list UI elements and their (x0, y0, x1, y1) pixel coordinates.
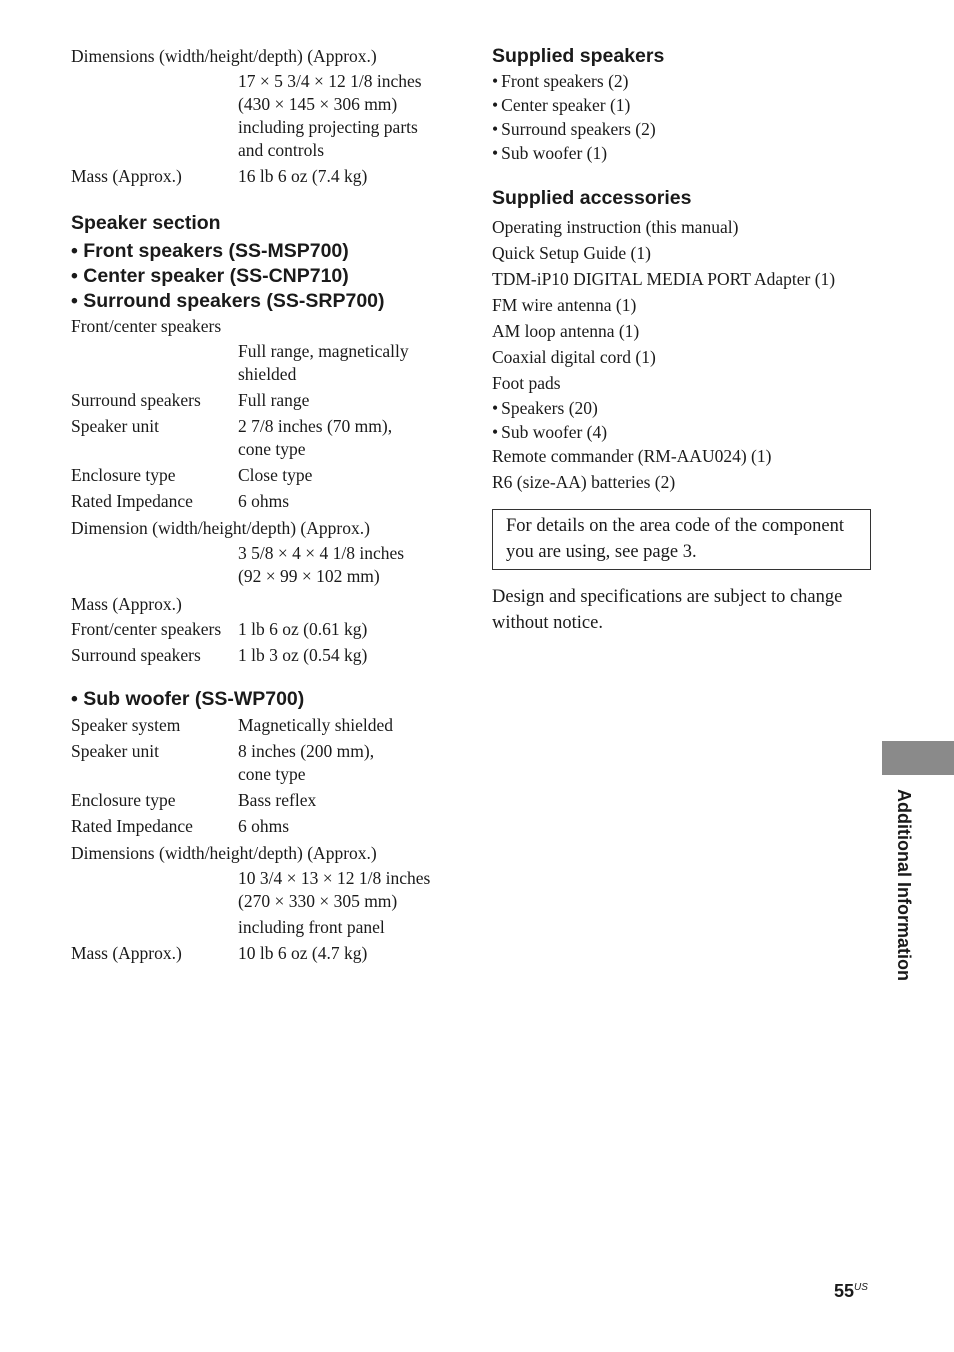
mass-fc-value: 1 lb 6 oz (0.61 kg) (238, 619, 368, 639)
mass-surround-label: Surround speakers (71, 645, 201, 665)
sub-dims-line: 10 3/4 × 13 × 12 1/8 inches (238, 868, 431, 888)
sub-dims-line: (270 × 330 × 305 mm) (238, 891, 398, 911)
speaker-unit-label: Speaker unit (71, 416, 159, 436)
mass-row (71, 165, 471, 188)
sub-system-label: Speaker system (71, 715, 181, 735)
page-number-value: 55 (834, 1281, 855, 1301)
surround-row (71, 389, 471, 412)
mass-value: 16 lb 6 oz (7.4 kg) (238, 166, 368, 186)
sub-mass-label: Mass (Approx.) (71, 943, 182, 963)
sub-mass-value: 10 lb 6 oz (4.7 kg) (238, 943, 368, 963)
sub-enclosure-value: Bass reflex (238, 790, 317, 810)
accessories-list (492, 216, 872, 494)
dimensions-line: including projecting parts (238, 117, 418, 137)
speaker-unit-line: 2 7/8 inches (70 mm), (238, 416, 393, 436)
left-column (71, 44, 471, 968)
supplied-speakers-title: Supplied speakers (492, 45, 665, 67)
dimensions-line: 17 × 5 3/4 × 12 1/8 inches (238, 71, 422, 91)
dimension-line: (92 × 99 × 102 mm) (238, 566, 380, 586)
list-item: • Front speakers (2) (492, 69, 872, 93)
speaker-model: • Center speaker (SS-CNP710) (71, 265, 349, 287)
mass2-label: Mass (Approx.) (71, 594, 182, 614)
sub-system-row (71, 714, 471, 737)
list-item: • Speakers (20) (492, 396, 872, 420)
design-note: Design and specifications are subject to change without notice. (492, 587, 843, 633)
sub-dims-value (71, 867, 471, 939)
enclosure-value: Close type (238, 465, 313, 485)
mass-surround-row (71, 644, 471, 667)
list-item: Remote commander (RM-AAU024) (1) (492, 446, 772, 466)
list-item: AM loop antenna (1) (492, 321, 640, 341)
dimensions-line: and controls (238, 140, 325, 160)
dimensions-line: (430 × 145 × 306 mm) (238, 94, 398, 114)
page-number (834, 1281, 868, 1302)
sub-unit-value (238, 740, 471, 786)
page-suffix: US (854, 1282, 868, 1293)
front-center-label: Front/center speakers (71, 316, 222, 336)
list-item: Coaxial digital cord (1) (492, 347, 656, 367)
surround-label: Surround speakers (71, 390, 201, 410)
sub-impedance-label: Rated Impedance (71, 816, 193, 836)
sub-dims-line: including front panel (238, 917, 385, 937)
dimension-label: Dimension (width/height/depth) (Approx.) (71, 518, 370, 538)
list-item: • Center speaker (1) (492, 93, 872, 117)
sub-mass-row (71, 942, 471, 965)
speaker-models-list (71, 239, 471, 314)
enclosure-label: Enclosure type (71, 465, 176, 485)
speaker-unit-row (71, 415, 471, 461)
enclosure-row (71, 464, 471, 487)
sub-enclosure-label: Enclosure type (71, 790, 176, 810)
sub-impedance-value: 6 ohms (238, 816, 290, 836)
impedance-label: Rated Impedance (71, 491, 193, 511)
supplied-accessories-title: Supplied accessories (492, 187, 692, 209)
impedance-value: 6 ohms (238, 491, 290, 511)
sub-system-value: Magnetically shielded (238, 715, 394, 735)
list-item: Foot pads (492, 373, 561, 393)
section-tab-bar (882, 741, 954, 775)
list-item: Operating instruction (this manual) (492, 217, 739, 237)
speaker-section-title: Speaker section (71, 212, 221, 234)
speaker-unit-line: cone type (238, 439, 306, 459)
speaker-model: • Front speakers (SS-MSP700) (71, 240, 349, 262)
list-item: • Sub woofer (1) (492, 141, 872, 165)
surround-value: Full range (238, 390, 310, 410)
mass-fc-label: Front/center speakers (71, 619, 222, 639)
mass-label: Mass (Approx.) (71, 166, 182, 186)
supplied-speakers-list (492, 69, 872, 165)
impedance-row (71, 490, 471, 513)
list-item: • Surround speakers (2) (492, 117, 872, 141)
sub-unit-line: 8 inches (200 mm), (238, 741, 375, 761)
list-item: FM wire antenna (1) (492, 295, 637, 315)
front-center-line: shielded (238, 364, 297, 384)
sub-enclosure-row (71, 789, 471, 812)
mass-surround-value: 1 lb 3 oz (0.54 kg) (238, 645, 368, 665)
dimension-line: 3 5/8 × 4 × 4 1/8 inches (238, 543, 405, 563)
right-column (492, 44, 872, 636)
sub-dims-label: Dimensions (width/height/depth) (Approx.) (71, 843, 377, 863)
list-item: TDM-iP10 DIGITAL MEDIA PORT Adapter (1) (492, 269, 836, 289)
speaker-unit-value (238, 415, 471, 461)
front-center-line: Full range, magnetically (238, 341, 409, 361)
section-side-label: Additional Information (894, 789, 914, 981)
dimensions-label: Dimensions (width/height/depth) (Approx.) (71, 46, 377, 66)
sub-unit-label: Speaker unit (71, 741, 159, 761)
list-item: Quick Setup Guide (1) (492, 243, 651, 263)
sub-impedance-row (71, 815, 471, 838)
dimensions-value (71, 70, 471, 162)
list-item: R6 (size-AA) batteries (2) (492, 472, 676, 492)
mass-fc-row (71, 618, 471, 641)
area-code-note: For details on the area code of the component you are using, see page 3. (492, 509, 871, 570)
front-center-value (71, 340, 471, 386)
list-item: • Sub woofer (4) (492, 420, 872, 444)
speaker-model: • Surround speakers (SS-SRP700) (71, 290, 385, 312)
sub-unit-line: cone type (238, 764, 306, 784)
sub-unit-row (71, 740, 471, 786)
dimension-value (71, 542, 471, 588)
sub-woofer-title: • Sub woofer (SS-WP700) (71, 688, 305, 710)
